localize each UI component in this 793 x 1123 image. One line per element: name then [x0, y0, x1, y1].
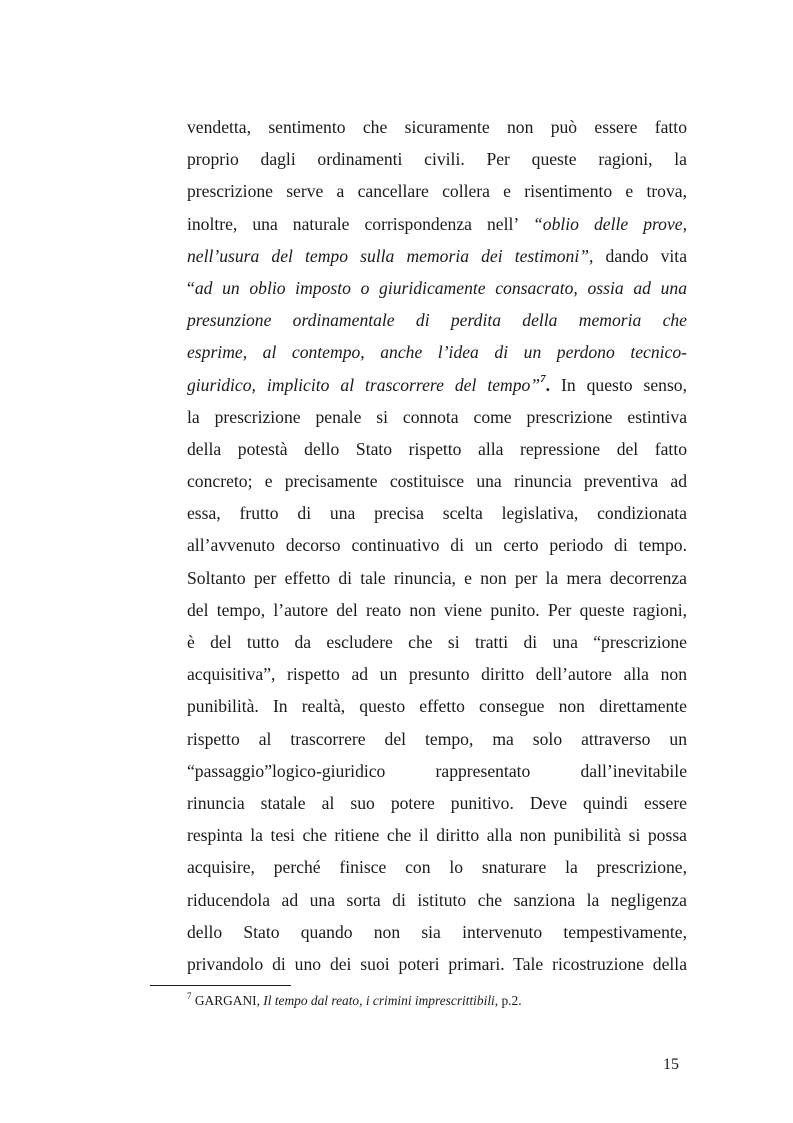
text-line: privandolo di uno dei suoi poteri primari. Tale ricostruzione della: [187, 953, 687, 974]
text-line: essa, frutto di una precisa scelta legislativa, condizionata: [187, 503, 687, 524]
footnote-divider: [150, 985, 291, 986]
text-run: inoltre, una naturale corrispondenza nell’: [187, 213, 518, 234]
text-line: riducendola ad una sorta di istituto che sanziona la negligenza: [187, 889, 687, 910]
quote-run: nell’usura del tempo sulla memoria dei testimoni”: [187, 245, 590, 266]
text-line: [187, 208, 687, 240]
text-line: [187, 272, 687, 304]
text-line: esprime, al contempo, anche l’idea di un perdono tecnico-: [187, 342, 687, 363]
footnote-reference[interactable]: 7: [540, 372, 546, 385]
text-line: vendetta, sentimento che sicuramente non può essere fatto: [187, 117, 687, 137]
text-line: respinta la tesi che ritiene che il diritto alla non punibilità si possa: [187, 825, 687, 846]
text-line: punibilità. In realtà, questo effetto consegue non direttamente: [187, 696, 687, 717]
text-line: acquisire, perché finisce con lo snaturare la prescrizione,: [187, 857, 687, 878]
text-line: prescrizione serve a cancellare collera e risentimento e trova,: [187, 181, 687, 202]
text-line: la prescrizione penale si connota come prescrizione estintiva: [187, 406, 687, 427]
text-line: proprio dagli ordinamenti civili. Per queste ragioni, la: [187, 149, 687, 170]
footnote-author: GARGANI,: [191, 993, 264, 1008]
text-line: presunzione ordinamentale di perdita della memoria che: [187, 310, 687, 331]
text-run: .: [545, 374, 551, 395]
footnote-rest: , p.2.: [494, 993, 522, 1008]
text-line: concreto; e precisamente costituisce una rinuncia preventiva ad: [187, 471, 687, 492]
text-run: In questo senso,: [550, 374, 688, 395]
quote-run: giuridico, implicito al trascorrere del tempo”: [187, 374, 541, 395]
footnote-number: 7: [187, 990, 192, 1001]
text-line: dello Stato quando non sia intervenuto tempestivamente,: [187, 921, 687, 942]
text-line: “passaggio”logico-giuridico rappresentato dall’inevitabile: [187, 760, 687, 781]
text-line: della potestà dello Stato rispetto alla repressione del fatto: [187, 438, 687, 459]
text-run: “: [187, 277, 195, 298]
text-line: [187, 240, 687, 272]
text-line: Soltanto per effetto di tale rinuncia, e non per la mera decorrenza: [187, 567, 687, 588]
quote-run: “oblio delle prove,: [532, 213, 687, 234]
text-line: all’avvenuto decorso continuativo di un certo periodo di tempo.: [187, 535, 687, 556]
text-line: acquisitiva”, rispetto ad un presunto diritto dell’autore alla non: [187, 664, 687, 685]
body-text: [187, 111, 687, 980]
text-run: , dando vita: [589, 245, 688, 266]
text-line: rinuncia statale al suo potere punitivo. Deve quindi essere: [187, 792, 687, 813]
page-number: 15: [663, 1056, 679, 1073]
text-line: del tempo, l’autore del reato non viene punito. Per queste ragioni,: [187, 599, 687, 620]
text-line: [187, 369, 687, 401]
footnote-title: Il tempo dal reato, i crimini imprescrittibili: [263, 993, 495, 1008]
footnote: [187, 992, 522, 1010]
text-line: rispetto al trascorrere del tempo, ma solo attraverso un: [187, 728, 687, 749]
text-line: è del tutto da escludere che si tratti di una “prescrizione: [187, 632, 687, 652]
quote-run: ad un oblio imposto o giuridicamente consacrato, ossia ad una: [194, 277, 687, 298]
